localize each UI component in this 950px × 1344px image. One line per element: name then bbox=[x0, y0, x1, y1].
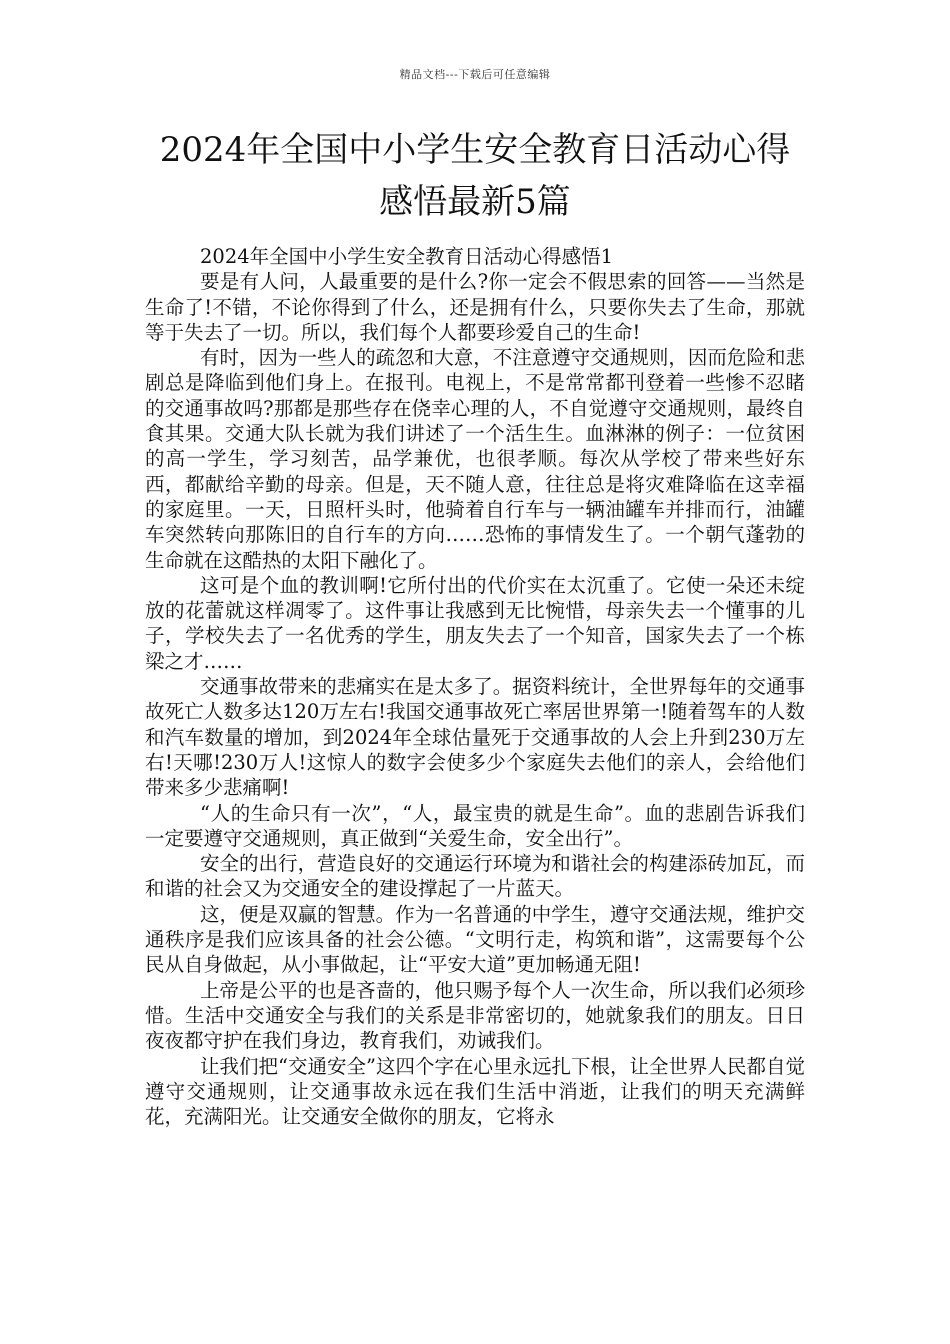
paragraph: “人的生命只有一次”，“人，最宝贵的就是生命”。血的悲剧告诉我们一定要遵守交通规则，真正做到“关爱生命，安全出行”。 bbox=[145, 801, 805, 850]
paragraph: 有时，因为一些人的疏忽和大意，不注意遵守交通规则，因而危险和悲剧总是降临到他们身上。在报刊。电视上，不是常常都刊登着一些惨不忍睹的交通事故吗?那都是那些存在侥幸心理的人，不自觉遵守交通规则，最终自食其果。交通大队长就为我们讲述了一个活生生。血淋淋的例子：一位贫困的高一学生，学习刻苦，品学兼优，也很孝顺。每次从学校了带来些好东西，都献给辛勤的母亲。但是，天不随人意，往往总是将灾难降临在这幸福的家庭里。一天，日照杆头时，他骑着自行车与一辆油罐车并排而行，油罐车突然转向那陈旧的自行车的方向……恐怖的事情发生了。一个朝气蓬勃的生命就在这酷热的太阳下融化了。 bbox=[145, 346, 805, 572]
paragraph: 安全的出行，营造良好的交通运行环境为和谐社会的构建添砖加瓦，而和谐的社会又为交通安全的建设撑起了一片蓝天。 bbox=[145, 852, 805, 901]
document-body bbox=[145, 244, 805, 1129]
paragraph: 交通事故带来的悲痛实在是太多了。据资料统计，全世界每年的交通事故死亡人数多达120万左右!我国交通事故死亡率居世界第一!随着驾车的人数和汽车数量的增加，到2024年全球估量死于交通事故的人会上升到230万左右!天哪!230万人!这惊人的数字会使多少个家庭失去他们的亲人，会给他们带来多少悲痛啊! bbox=[145, 675, 805, 800]
paragraph: 这可是个血的教训啊!它所付出的代价实在太沉重了。它使一朵还未绽放的花蕾就这样凋零了。这件事让我感到无比惋惜，母亲失去一个懂事的儿子，学校失去了一名优秀的学生，朋友失去了一个知音，国家失去了一个栋梁之才…… bbox=[145, 573, 805, 673]
paragraph: 让我们把“交通安全”这四个字在心里永远扎下根，让全世界人民都自觉遵守交通规则，让交通事故永远在我们生活中消逝，让我们的明天充满鲜花，充满阳光。让交通安全做你的朋友，它将永 bbox=[145, 1054, 805, 1129]
paragraph: 这，便是双赢的智慧。作为一名普通的中学生，遵守交通法规，维护交通秩序是我们应该具备的社会公德。“文明行走，构筑和谐”，这需要每个公民从自身做起，从小事做起，让“平安大道”更加畅通无阻! bbox=[145, 902, 805, 977]
page-title bbox=[120, 124, 830, 228]
title-line-1: 2024年全国中小学生安全教育日活动心得 bbox=[159, 130, 791, 170]
header-note: 精品文档---下载后可任意编辑 bbox=[399, 68, 551, 81]
section-heading: 2024年全国中小学生安全教育日活动心得感悟1 bbox=[200, 245, 614, 268]
paragraph: 上帝是公平的也是吝啬的，他只赐予每个人一次生命，所以我们必须珍惜。生活中交通安全与我们的关系是非常密切的，她就象我们的朋友。日日夜夜都守护在我们身边，教育我们，劝诫我们。 bbox=[145, 978, 805, 1053]
title-line-2: 感悟最新5篇 bbox=[379, 182, 571, 222]
paragraph: 要是有人问，人最重要的是什么?你一定会不假思索的回答——当然是生命了!不错，不论你得到了什么，还是拥有什么，只要你失去了生命，那就等于失去了一切。所以，我们每个人都要珍爱自己的生命! bbox=[145, 270, 805, 344]
